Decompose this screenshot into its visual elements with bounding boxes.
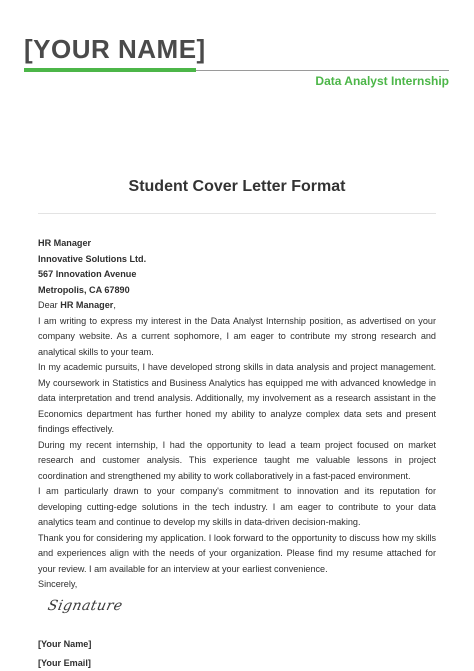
title-divider <box>38 213 436 214</box>
recipient-street: 567 Innovation Avenue <box>38 269 137 279</box>
paragraph-motivation: I am particularly drawn to your company's commitment to innovation and its reputation for developing cutting-edge solutions in the tech industry. I am eager to contribute to your data analytics team and continue to develop my skills in data-driven decision-making. <box>38 486 436 527</box>
paragraph-closing: Thank you for considering my application. I look forward to the opportunity to discuss how my skills and experiences align with the needs of your organization. Please find my resume attached for your review. I am available for an interview at your earliest convenience. <box>38 532 436 574</box>
applicant-name: [YOUR NAME] <box>24 34 206 64</box>
paragraph-academic: In my academic pursuits, I have developed strong skills in data analysis and project management. My coursework in Statistics and Business Analytics has equipped me with advanced knowledge in data interpretation and trend analysis. Additionally, my involvement as a research assistant in the Economics department has further honed my ability to analyze complex data sets and present findings effectively. <box>38 362 436 434</box>
salutation <box>38 298 436 314</box>
letter-body <box>38 236 436 593</box>
handwritten-signature: Signature <box>46 598 125 614</box>
header-accent-bar <box>24 68 196 72</box>
recipient-title: HR Manager <box>38 238 92 248</box>
signer-email: [Your Email] <box>38 658 91 668</box>
salutation-name: HR Manager <box>60 300 114 310</box>
salutation-suffix: , <box>113 300 116 310</box>
paragraph-intro: I am writing to express my interest in the Data Analyst Internship position, as advertised on your company website. As a current sophomore, I am eager to contribute my strong research and analytical skills to your team. <box>38 315 436 357</box>
salutation-prefix: Dear <box>38 300 61 310</box>
position-subtitle: Data Analyst Internship <box>315 74 449 88</box>
recipient-city: Metropolis, CA 67890 <box>38 284 130 295</box>
header-divider <box>196 70 449 71</box>
signer-name: [Your Name] <box>38 639 92 649</box>
paragraph-internship: During my recent internship, I had the opportunity to lead a team project focused on market research and customer analysis. This experience taught me valuable lessons in project coordination and strengthened my ability to work collaboratively in a fast-paced environment. <box>38 439 436 481</box>
document-title: Student Cover Letter Format <box>128 178 346 195</box>
recipient-company: Innovative Solutions Ltd. <box>38 253 147 264</box>
closing-phrase: Sincerely, <box>38 579 78 589</box>
